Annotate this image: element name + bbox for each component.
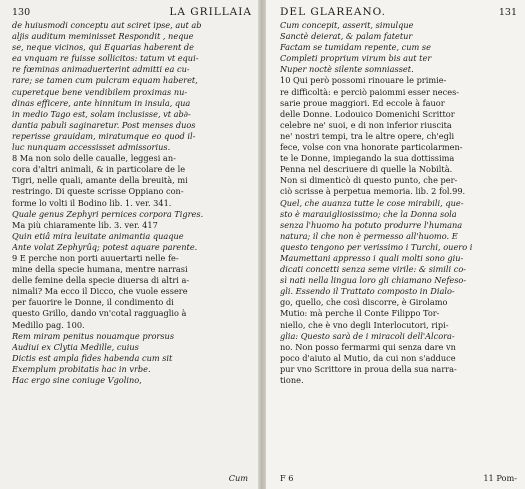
right-page-text-line: Quel, che auanza tutte le cose mirabili, que-: [280, 197, 464, 208]
right-page-text-line: go, quello, che così discorre, è Girolamo: [280, 297, 448, 308]
right-page-text-line: niello, che è vno degli Interlocutori, ripi-: [280, 319, 449, 330]
right-page-text-line: celebre ne' suoi, e di non inferior riuscita: [280, 119, 452, 130]
left-page-text-line: in medio Tago est, solam inclusisse, vt ab∂-: [12, 108, 191, 119]
right-page-text-line: Penna nel descriuere di quelle la Nobiltà.: [280, 164, 453, 175]
left-page-body: [12, 20, 252, 386]
right-page-text-line: Maumettani appresso i quali molti sono giu-: [280, 252, 464, 263]
left-page-text-line: Quin etiâ mira leuitate animantia quaque: [12, 230, 184, 241]
left-page-text-line: rare; se tamen cum pulcram equam haberet,: [12, 75, 198, 86]
left-page-text-line: Hac ergo sine coniuge Vgolino,: [12, 375, 142, 385]
right-page-text-line: no. Non posso fermarmi qui senza dare vn: [280, 341, 456, 352]
left-page-number: 130: [12, 7, 31, 18]
left-page-text-line: Ante volat Zephyrûq; potest aquare parente.: [12, 241, 198, 252]
left-page-text-line: dinas efficere, ante hinnitum in insula, qua: [12, 97, 191, 108]
left-page-text-line: Medillo pag. 100.: [12, 319, 85, 330]
left-page-text-line: ea vnquam re fuisse sollicitos: tatum vt equi-: [12, 53, 199, 64]
left-page-text-line: Audiui ex Clytia Medille, cuius: [12, 341, 139, 352]
right-page-text-line: sto è marauigliosissimo; che la Donna sola: [280, 208, 457, 219]
right-page-text-line: sì nati nella lingua loro gli chiamano Nefeso-: [280, 275, 467, 286]
book-gutter: [258, 0, 266, 489]
left-page-text-line: restringo. Di queste scrisse Oppiano con-: [12, 186, 184, 197]
left-page-text-line: cora d'altri animali, & in particolare de le: [12, 164, 186, 175]
right-page-text-line: senza l'huomo ha potuto produrre l'humana: [280, 219, 463, 230]
right-page-text-line: 10 Qui però possomi rinouare le primie-: [280, 75, 447, 86]
left-page-text-line: de huiusmodi conceptu aut sciret ipse, aut ab: [12, 20, 202, 30]
right-page-number: 131: [498, 7, 517, 18]
right-page-footer: [280, 473, 517, 483]
right-page-text-line: Completi proprium virum bis aut ter: [280, 53, 432, 64]
right-page-text-line: gli. Essendo il Trattato composto in Dialo-: [280, 286, 455, 297]
left-page-text-line: per fauorire le Donne, il condimento di: [12, 297, 174, 308]
left-page-text-line: Rem miram penitus nouamque prorsus: [12, 330, 175, 341]
right-page-text-line: re difficoltà: e perciò paiommi esser neces-: [280, 86, 460, 97]
left-page-text-line: cuperetque bene vendibilem proximas nu-: [12, 86, 188, 97]
left-page-text-line: forme lo volti il Bodino lib. 1. ver. 341.: [12, 197, 172, 208]
right-page-text-line: glia: Questo sarà de i miracoli dell'Alcora-: [280, 330, 455, 341]
right-page-text-line: tione.: [280, 375, 304, 385]
right-page-text-line: pur vno Scrittore in proua della sua narra-: [280, 363, 457, 374]
right-signature-mark: F 6: [280, 473, 294, 483]
left-page-text-line: nimali? Ma ecco il Dicco, che vuole essere: [12, 286, 188, 297]
right-page-text-line: Factam se tumidam repente, cum se: [280, 42, 431, 53]
right-page-text-line: ne' nostri tempi, tra le altre opere, ch'egli: [280, 130, 455, 141]
left-page-text-line: delle femine della specie diuersa di altri a-: [12, 275, 190, 286]
right-page-text-line: Cum concepit, asserit, simulque: [280, 20, 414, 30]
left-page-text-line: questo Grillo, dando vn'cotal ragguaglio à: [12, 308, 187, 319]
right-page-text-line: te le Donne, impiegando la sua dottissima: [280, 153, 455, 164]
right-page-text-line: fece, volse con vna honorate particolarmen-: [280, 142, 463, 153]
right-page-text-line: Mutio: mà perche il Conte Filippo Tor-: [280, 308, 440, 319]
right-page: [266, 0, 525, 489]
right-catchword: 11 Pom-: [483, 473, 517, 483]
right-running-head: DEL GLAREANO.: [280, 6, 387, 18]
left-page-text-line: dantia pabuli saginaretur. Post menses duos: [12, 119, 196, 130]
right-page-text-line: Nuper noctè silente somniasset.: [280, 64, 414, 75]
right-page-text-line: sarie proue maggiori. Ed eccole à fauor: [280, 97, 445, 108]
left-page-text-line: Ma più chiaramente lib. 3. ver. 417: [12, 219, 158, 230]
left-page-text-line: reperisse grauidam, miratumque eo quod il-: [12, 130, 196, 141]
right-page-text-line: dicati concetti senza seme virile: & simili co-: [280, 264, 467, 275]
left-page-text-line: Dictis est ampla fides habenda cum sit: [12, 352, 173, 363]
right-page-body: [280, 20, 517, 386]
left-page: [0, 0, 258, 489]
left-page-text-line: mine della specie humana, mentre narrasi: [12, 264, 188, 275]
left-running-head: LA GRILLAIA: [169, 6, 252, 18]
right-page-text-line: delle Donne. Lodouico Domenichi Scrittor: [280, 108, 455, 119]
right-page-text-line: ciò scrisse à perpetua memoria. lib. 2 fol.99.: [280, 186, 466, 197]
left-page-text-line: Quale genus Zephyri pernices corpora Tigres.: [12, 208, 204, 219]
left-page-text-line: Tigri, nelle quali, amante della breuità, mi: [12, 175, 188, 186]
right-page-text-line: Sanctè deierat, & palam fatetur: [280, 31, 413, 42]
left-page-footer: [12, 473, 248, 483]
right-page-text-line: questo tengono per verissimo i Turchi, ouero i: [280, 241, 473, 252]
left-page-text-line: 8 Ma non solo delle caualle, leggesi an-: [12, 153, 176, 164]
left-page-text-line: aljis auditum meminisset Respondit , neque: [12, 31, 194, 42]
left-page-text-line: Exemplum probitatis hac in vrbe.: [12, 363, 151, 374]
right-page-text-line: poco d'aiuto al Mutio, da cui non s'adduce: [280, 352, 456, 363]
left-page-text-line: luc nunquam accessisset admissorius.: [12, 142, 171, 153]
left-catchword: Cum: [228, 473, 248, 483]
right-page-text-line: natura; il che non è permesso all'huomo. E: [280, 230, 458, 241]
left-page-text-line: 9 E perche non porti auuertarti nelle fe-: [12, 252, 179, 263]
left-page-header: [12, 6, 252, 19]
right-page-text-line: Non si dimenticò di questo punto, che per-: [280, 175, 458, 186]
left-page-text-line: se, neque vicinos, qui Equarias haberent de: [12, 42, 194, 53]
right-page-header: [280, 6, 517, 19]
left-page-text-line: re fœminas animaduerterint admitti ea cu-: [12, 64, 190, 75]
